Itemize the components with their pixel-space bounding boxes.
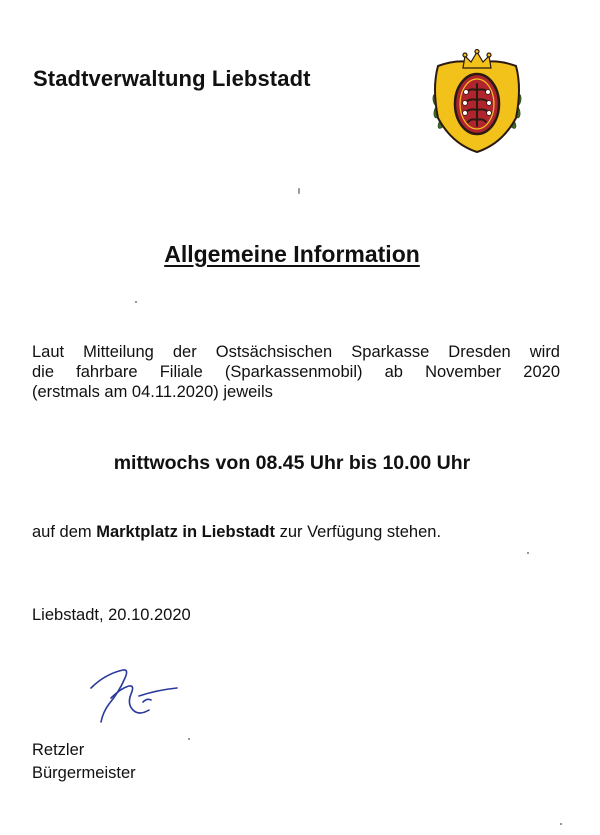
place-date: Liebstadt, 20.10.2020 xyxy=(32,606,191,624)
location-suffix: zur Verfügung stehen. xyxy=(275,523,442,541)
signer-role: Bürgermeister xyxy=(32,764,136,782)
signer-name: Retzler xyxy=(32,741,85,759)
location-place: Marktplatz in Liebstadt xyxy=(96,523,275,541)
scan-speck xyxy=(527,552,529,554)
paragraph-line-1: Laut Mitteilung der Ostsächsischen Sparkasse Dresden wird xyxy=(32,343,560,361)
document-title: Allgemeine Information xyxy=(164,241,420,267)
scan-speck xyxy=(298,188,300,194)
schedule-line: mittwochs von 08.45 Uhr bis 10.00 Uhr xyxy=(113,452,471,474)
location-line xyxy=(32,523,441,542)
location-prefix: auf dem xyxy=(32,523,97,541)
paragraph-line-3: (erstmals am 04.11.2020) jeweils xyxy=(32,383,273,401)
coat-of-arms-icon xyxy=(430,48,524,154)
scan-speck xyxy=(135,301,137,303)
signature-icon xyxy=(85,658,185,728)
announcement-paragraph xyxy=(32,342,560,402)
authority-heading: Stadtverwaltung Liebstadt xyxy=(33,66,311,91)
scan-speck xyxy=(188,738,190,740)
paragraph-line-2: die fahrbare Filiale (Sparkassenmobil) ab November 2020 xyxy=(32,363,560,381)
scan-speck xyxy=(560,823,562,825)
